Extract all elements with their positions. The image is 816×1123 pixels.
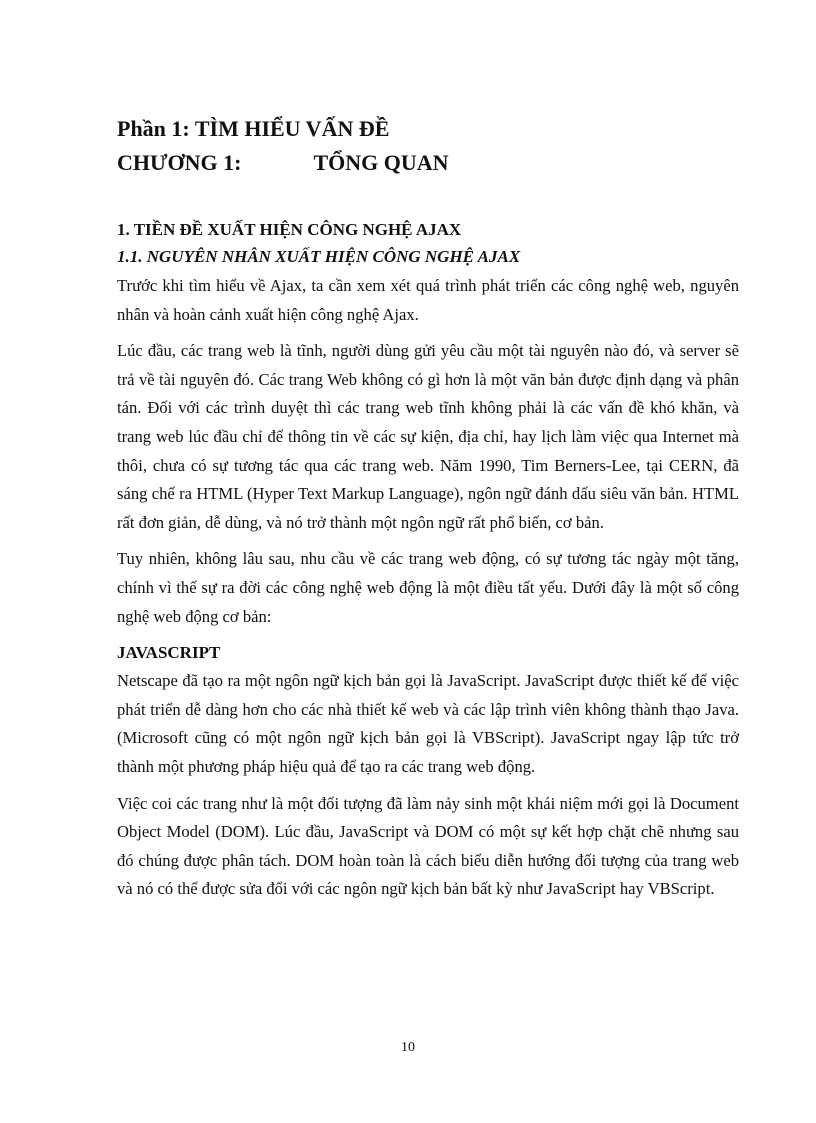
- paragraph-dom: Việc coi các trang như là một đối tượng đã làm nảy sinh một khái niệm mới gọi là Document Object Model (DOM). Lúc đầu, JavaScript và DOM có một sự kết hợp chặt chẽ nhưng sau đó chúng được phân tách. DOM hoàn toàn là cách biểu diễn hướng đối tượng của trang web và nó có thể được sửa đổi với các ngôn ngữ kịch bản bất kỳ như JavaScript hay VBScript.: [117, 793, 739, 899]
- section-title: 1. TIỀN ĐỀ XUẤT HIỆN CÔNG NGHỆ AJAX: [117, 220, 462, 239]
- chapter-title: [117, 146, 739, 180]
- chapter-name: TỔNG QUAN: [313, 150, 449, 175]
- paragraph-dynamic-web: Tuy nhiên, không lâu sau, nhu cầu về các trang web động, có sự tương tác ngày một tăng, chính vì thế sự ra đời các công nghệ web động là một điều tất yếu. Dưới đây là một số công nghệ web động cơ bản:: [117, 549, 739, 626]
- paragraph-static-web: Lúc đầu, các trang web là tĩnh, người dùng gửi yêu cầu một tài nguyên nào đó, và server sẽ trả về tài nguyên đó. Các trang Web không có gì hơn là một văn bản được định dạng và phân tán. Đối với các trình duyệt thì các trang web tĩnh không phải là các vấn đề khó khăn, và trang web lúc đầu chỉ để thông tin về các sự kiện, địa chỉ, hay lịch làm việc qua Internet mà thôi, chưa có sự tương tác qua các trang web. Năm 1990, Tim Berners-Lee, tại CERN, đã sáng chế ra HTML (Hyper Text Markup Language), ngôn ngữ đánh dấu siêu văn bản. HTML rất đơn giản, dễ dùng, và nó trở thành một ngôn ngữ rất phổ biến, cơ bản.: [117, 341, 739, 532]
- paragraph-javascript: Netscape đã tạo ra một ngôn ngữ kịch bản gọi là JavaScript. JavaScript được thiết kế để việc phát triển dễ dàng hơn cho các nhà thiết kế web và các lập trình viên không thành thạo Java. (Microsoft cũng có một ngôn ngữ kịch bản gọi là VBScript). JavaScript ngay lập tức trở thành một phương pháp hiệu quả để tạo ra các trang web động.: [117, 671, 739, 776]
- part-title: Phần 1: TÌM HIỂU VẤN ĐỀ: [117, 116, 390, 141]
- page-number: 10: [401, 1040, 415, 1055]
- paragraph-intro: Trước khi tìm hiểu về Ajax, ta cần xem xét quá trình phát triển các công nghệ web, nguyên nhân và hoàn cảnh xuất hiện công nghệ Ajax.: [117, 276, 739, 324]
- page-content: [117, 112, 739, 912]
- javascript-heading: JAVASCRIPT: [117, 643, 221, 663]
- chapter-label: CHƯƠNG 1:: [117, 150, 242, 175]
- subsection-title: 1.1. NGUYÊN NHÂN XUẤT HIỆN CÔNG NGHỆ AJAX: [117, 247, 521, 266]
